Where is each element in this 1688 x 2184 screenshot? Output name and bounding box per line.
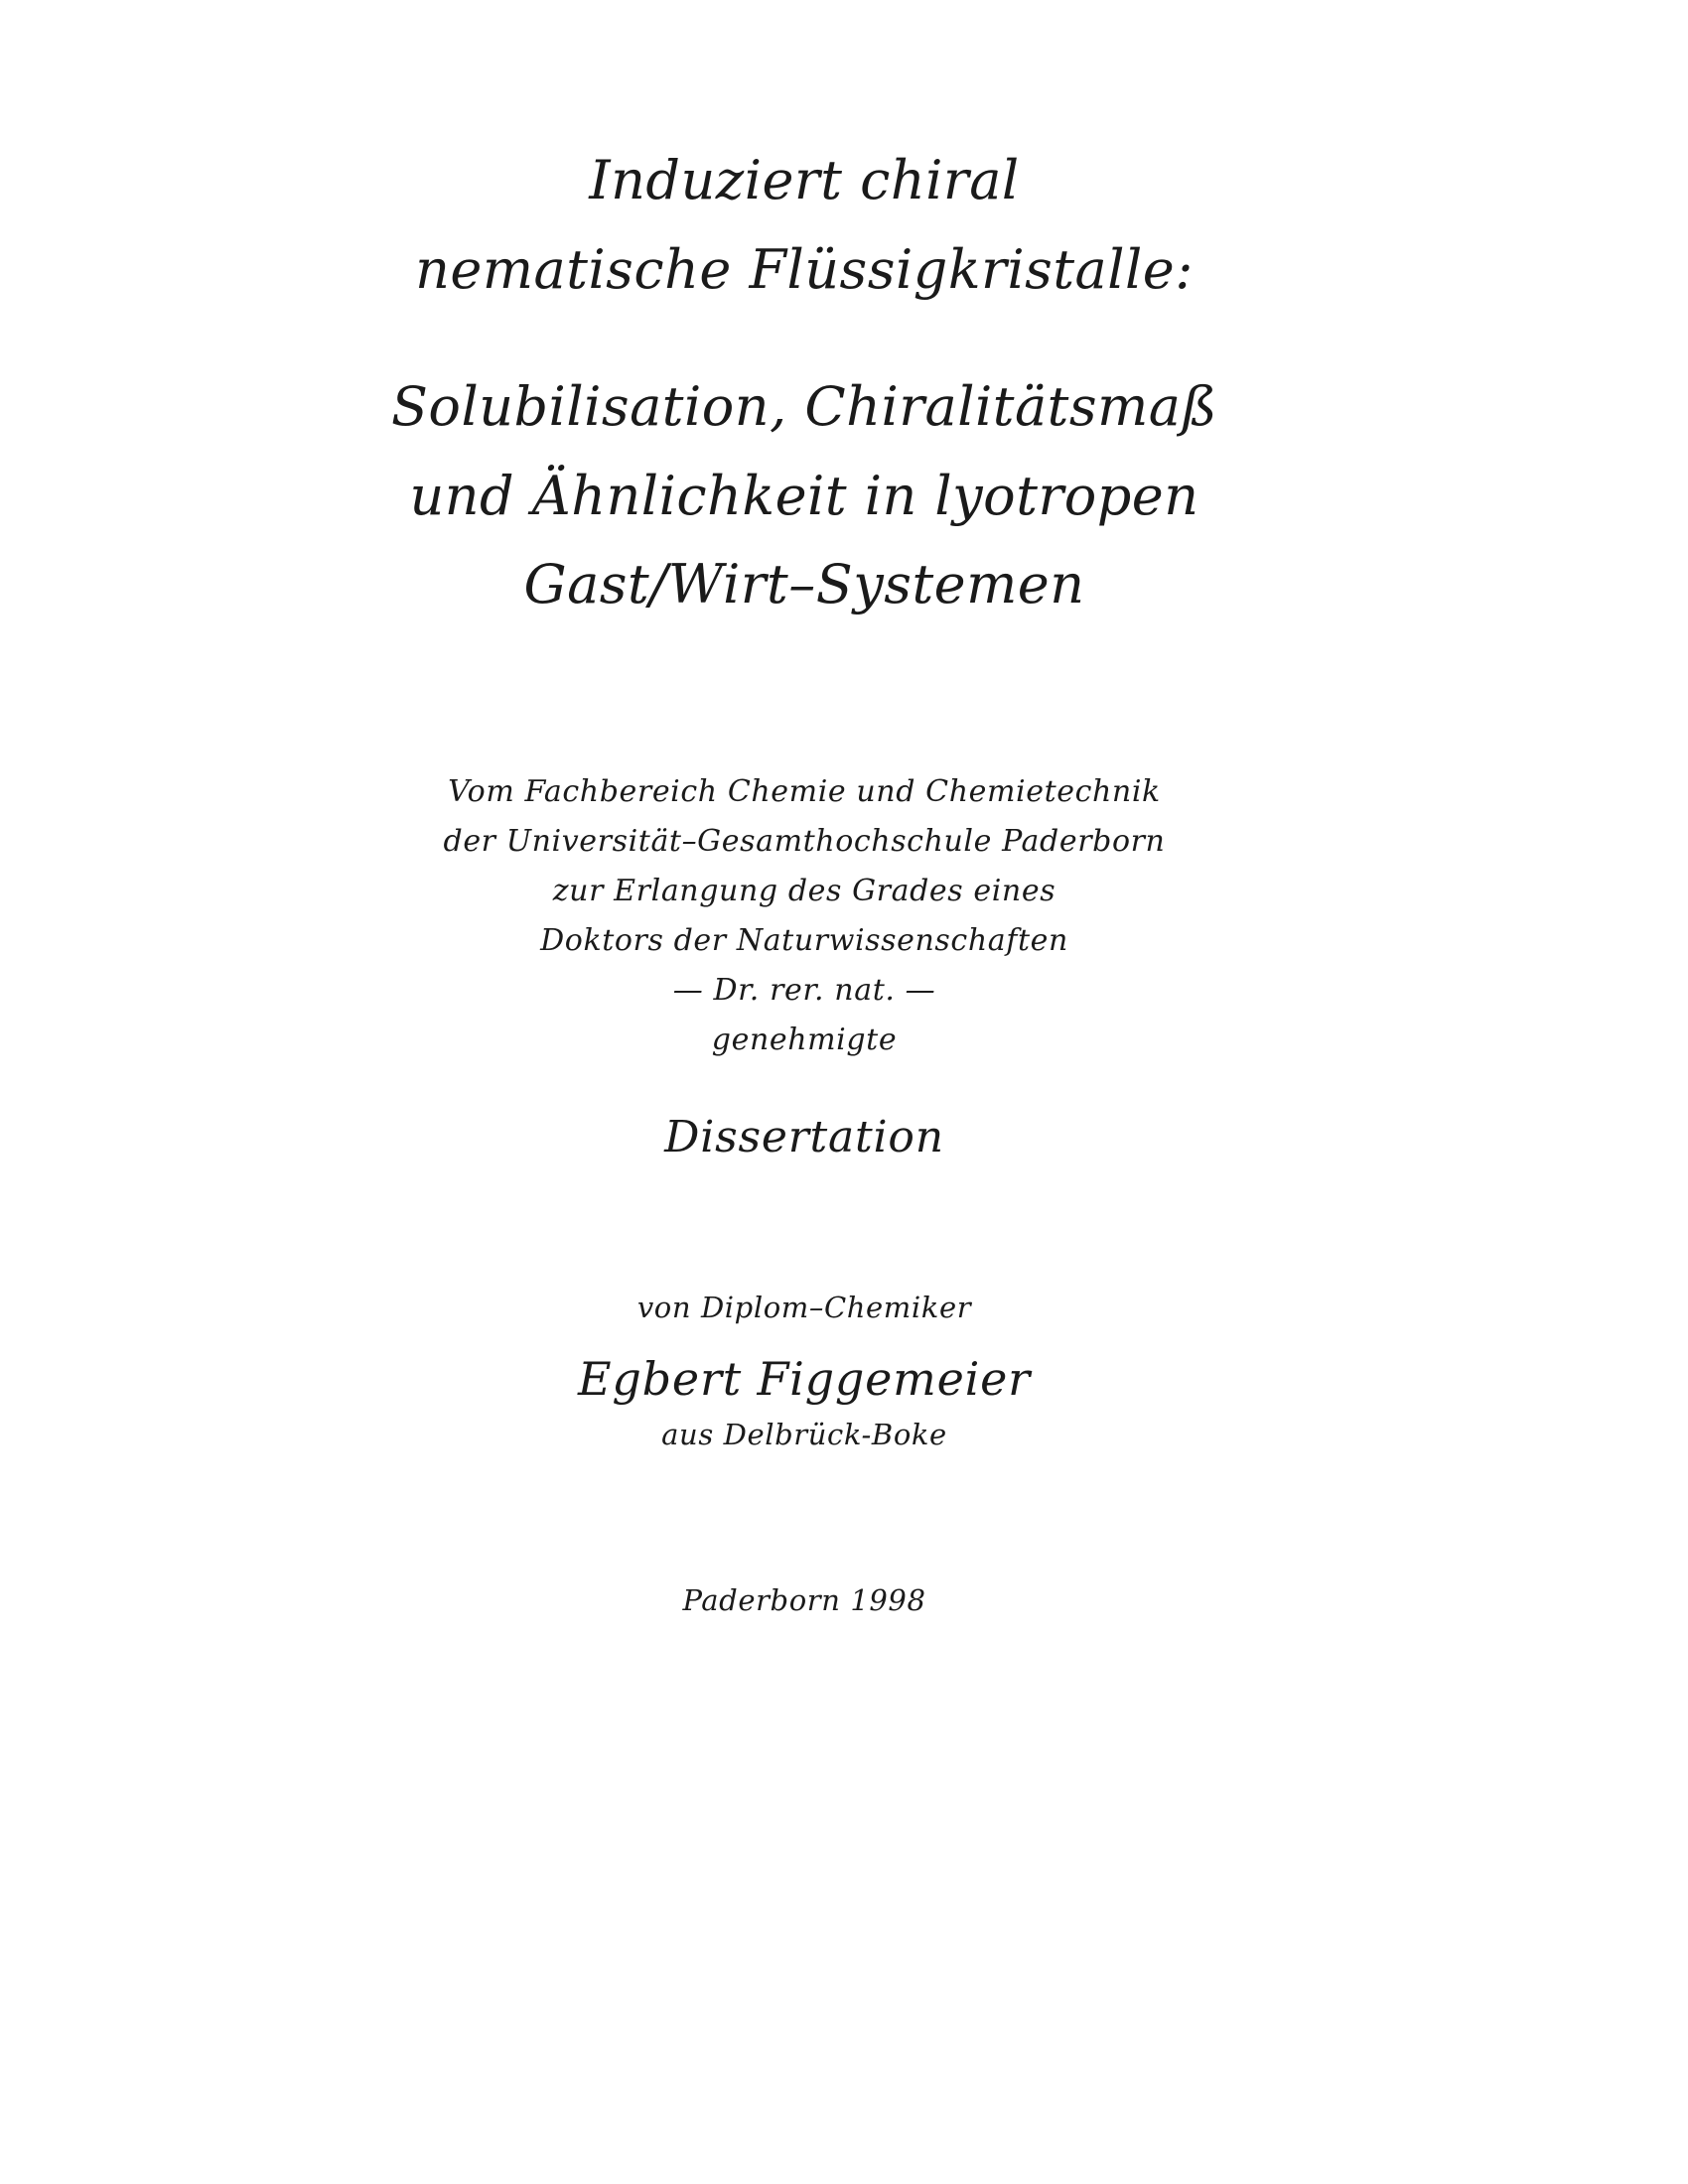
submission-line-4: Doktors der Naturwissenschaften bbox=[540, 923, 1068, 958]
submission-line-5: — Dr. rer. nat. — bbox=[672, 973, 936, 1008]
author-name: Egbert Figgemeier bbox=[578, 1352, 1031, 1406]
subtitle-line-1: Solubilisation, Chiralitätsmaß bbox=[390, 375, 1218, 438]
author-origin: aus Delbrück-Boke bbox=[661, 1418, 947, 1451]
subtitle-line-3: Gast/Wirt–Systemen bbox=[523, 553, 1085, 615]
title-line-1: Induziert chiral bbox=[589, 149, 1020, 211]
title-line-2: nematische Flüssigkristalle: bbox=[415, 238, 1194, 301]
author-prefix: von Diplom–Chemiker bbox=[636, 1291, 972, 1324]
submission-line-1: Vom Fachbereich Chemie und Chemietechnik bbox=[448, 774, 1161, 809]
submission-line-2: der Universität–Gesamthochschule Paderborn bbox=[443, 824, 1166, 859]
submission-line-6: genehmigte bbox=[711, 1023, 898, 1057]
document-type: Dissertation bbox=[664, 1112, 944, 1162]
submission-line-3: zur Erlangung des Grades eines bbox=[552, 874, 1056, 908]
place-year: Paderborn 1998 bbox=[682, 1583, 926, 1617]
subtitle-line-2: und Ähnlichkeit in lyotropen bbox=[409, 465, 1199, 527]
